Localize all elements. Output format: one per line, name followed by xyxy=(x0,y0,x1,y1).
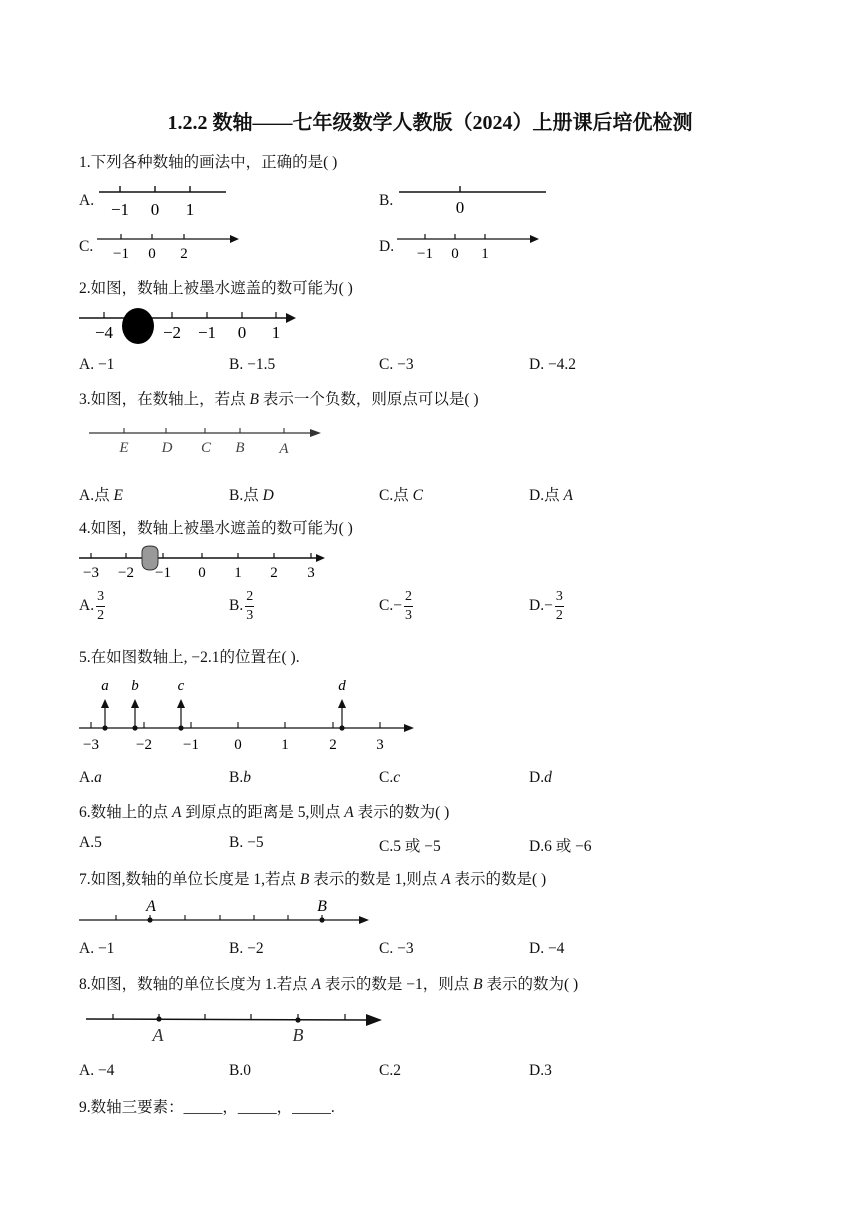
q5-tick-label: −2 xyxy=(136,737,152,753)
q5-tick-label: 2 xyxy=(329,737,337,753)
q5-option-d: D.d xyxy=(529,769,552,786)
q5-tick-label: −3 xyxy=(83,737,99,753)
q4-option-a: A. $\frac{3}{2}$ xyxy=(79,589,105,623)
q8-option-d: D.3 xyxy=(529,1062,552,1079)
q8-point-label: A xyxy=(152,1025,164,1045)
q2-option-c: C. −3 xyxy=(379,356,414,373)
q7-option-b: B. −2 xyxy=(229,940,264,957)
question-3-stem: 3.如图，在数轴上，若点 B 表示一个负数，则原点可以是( ) xyxy=(79,391,479,408)
q3-option-b: B.点 D xyxy=(229,487,274,504)
q8-point-label: B xyxy=(292,1025,304,1045)
q6-option-b: B. −5 xyxy=(229,834,264,851)
q5-tick-label: 3 xyxy=(376,737,384,753)
q6-option-d: D.6 或 −6 xyxy=(529,838,592,855)
q2-tick-label: 0 xyxy=(237,323,247,342)
q4-tick-label: −1 xyxy=(155,565,171,581)
q2-tick-label: −1 xyxy=(197,323,217,342)
q2-tick-label: −4 xyxy=(94,323,114,342)
q4-tick-label: −2 xyxy=(118,565,134,581)
q1b-tick-label: 0 xyxy=(455,198,465,217)
q4-option-b: B. $\frac{2}{3}$ xyxy=(229,589,254,623)
q4-tick-label: 3 xyxy=(307,565,315,581)
point-a-dot xyxy=(156,1016,161,1021)
q2-tick-label: 1 xyxy=(271,323,281,342)
q1-option-a-label: A. xyxy=(79,192,95,209)
q4-option-d: D.− $\frac{3}{2}$ xyxy=(529,589,563,623)
q2-option-d: D. −4.2 xyxy=(529,356,577,373)
q1c-tick-label: 2 xyxy=(180,246,188,262)
q5-option-b: B.b xyxy=(229,769,251,786)
q3-option-a: A.点 E xyxy=(79,487,123,504)
q5-arrow-label: b xyxy=(131,678,139,694)
q1-option-b-label: B. xyxy=(379,192,394,209)
q1d-tick-label: 0 xyxy=(451,246,459,262)
q7-option-c: C. −3 xyxy=(379,940,414,957)
q4-option-c: C.− $\frac{2}{3}$ xyxy=(379,589,412,623)
q5-option-c: C.c xyxy=(379,769,401,786)
q1c-tick-label: 0 xyxy=(148,246,156,262)
q6-option-c: C.5 或 −5 xyxy=(379,838,441,855)
q8-option-b: B.0 xyxy=(229,1062,251,1079)
q5-arrow-label: d xyxy=(338,678,346,694)
question-4-stem: 4.如图，数轴上被墨水遮盖的数可能为( ) xyxy=(79,520,353,537)
question-6-stem: 6.数轴上的点 A 到原点的距离是 5,则点 A 表示的数为( ) xyxy=(79,804,450,821)
q5-option-a: A.a xyxy=(79,769,102,786)
q1a-tick-label: 0 xyxy=(150,200,160,219)
q4-tick-label: 0 xyxy=(198,565,206,581)
q4-tick-label: 1 xyxy=(234,565,242,581)
question-1-stem: 1.下列各种数轴的画法中，正确的是( ) xyxy=(79,154,338,171)
q1-option-c-label: C. xyxy=(79,238,94,255)
q2-option-b: B. −1.5 xyxy=(229,356,276,373)
q5-arrow-label: c xyxy=(177,678,185,694)
q6-option-a: A.5 xyxy=(79,834,102,851)
q7-point-label: A xyxy=(146,898,156,915)
q3-point-label: C xyxy=(200,440,212,456)
q7-point-label: B xyxy=(317,898,327,915)
page-title: 1.2.2 数轴——七年级数学人教版（2024）上册课后培优检测 xyxy=(167,112,693,134)
question-5-stem: 5.在如图数轴上, −2.1的位置在( ). xyxy=(79,649,300,666)
question-2-stem: 2.如图，数轴上被墨水遮盖的数可能为( ) xyxy=(79,280,353,297)
q1d-tick-label: 1 xyxy=(481,246,489,262)
q3-option-d: D.点 A xyxy=(529,487,573,504)
q8-option-a: A. −4 xyxy=(79,1062,115,1079)
q5-arrow-label: a xyxy=(101,678,109,694)
q1a-tick-label: 1 xyxy=(185,200,195,219)
q1c-tick-label: −1 xyxy=(113,246,129,262)
q3-point-label: A xyxy=(279,441,289,457)
q4-tick-label: −3 xyxy=(83,565,99,581)
q3-point-label: E xyxy=(119,440,129,456)
q5-tick-label: 1 xyxy=(281,737,289,753)
question-8-stem: 8.如图，数轴的单位长度为 1.若点 A 表示的数是 −1，则点 B 表示的数为( ) xyxy=(79,976,579,993)
q4-tick-label: 2 xyxy=(270,565,278,581)
q2-option-a: A. −1 xyxy=(79,356,115,373)
q5-tick-label: 0 xyxy=(234,737,242,753)
q8-option-c: C.2 xyxy=(379,1062,401,1079)
q1a-tick-label: −1 xyxy=(110,200,130,219)
question-9-stem: 9.数轴三要素：_____，_____，_____. xyxy=(79,1099,335,1116)
q1d-tick-label: −1 xyxy=(417,246,433,262)
point-b-dot xyxy=(295,1017,300,1022)
q3-point-label: D xyxy=(161,440,173,456)
q3-option-c: C.点 C xyxy=(379,487,423,504)
q5-tick-label: −1 xyxy=(183,737,199,753)
q1-option-d-label: D. xyxy=(379,238,395,255)
question-7-stem: 7.如图,数轴的单位长度是 1,若点 B 表示的数是 1,则点 A 表示的数是( ) xyxy=(79,871,547,888)
q3-point-label: B xyxy=(235,440,245,456)
q7-option-a: A. −1 xyxy=(79,940,115,957)
q2-tick-label: −2 xyxy=(162,323,182,342)
q7-option-d: D. −4 xyxy=(529,940,565,957)
